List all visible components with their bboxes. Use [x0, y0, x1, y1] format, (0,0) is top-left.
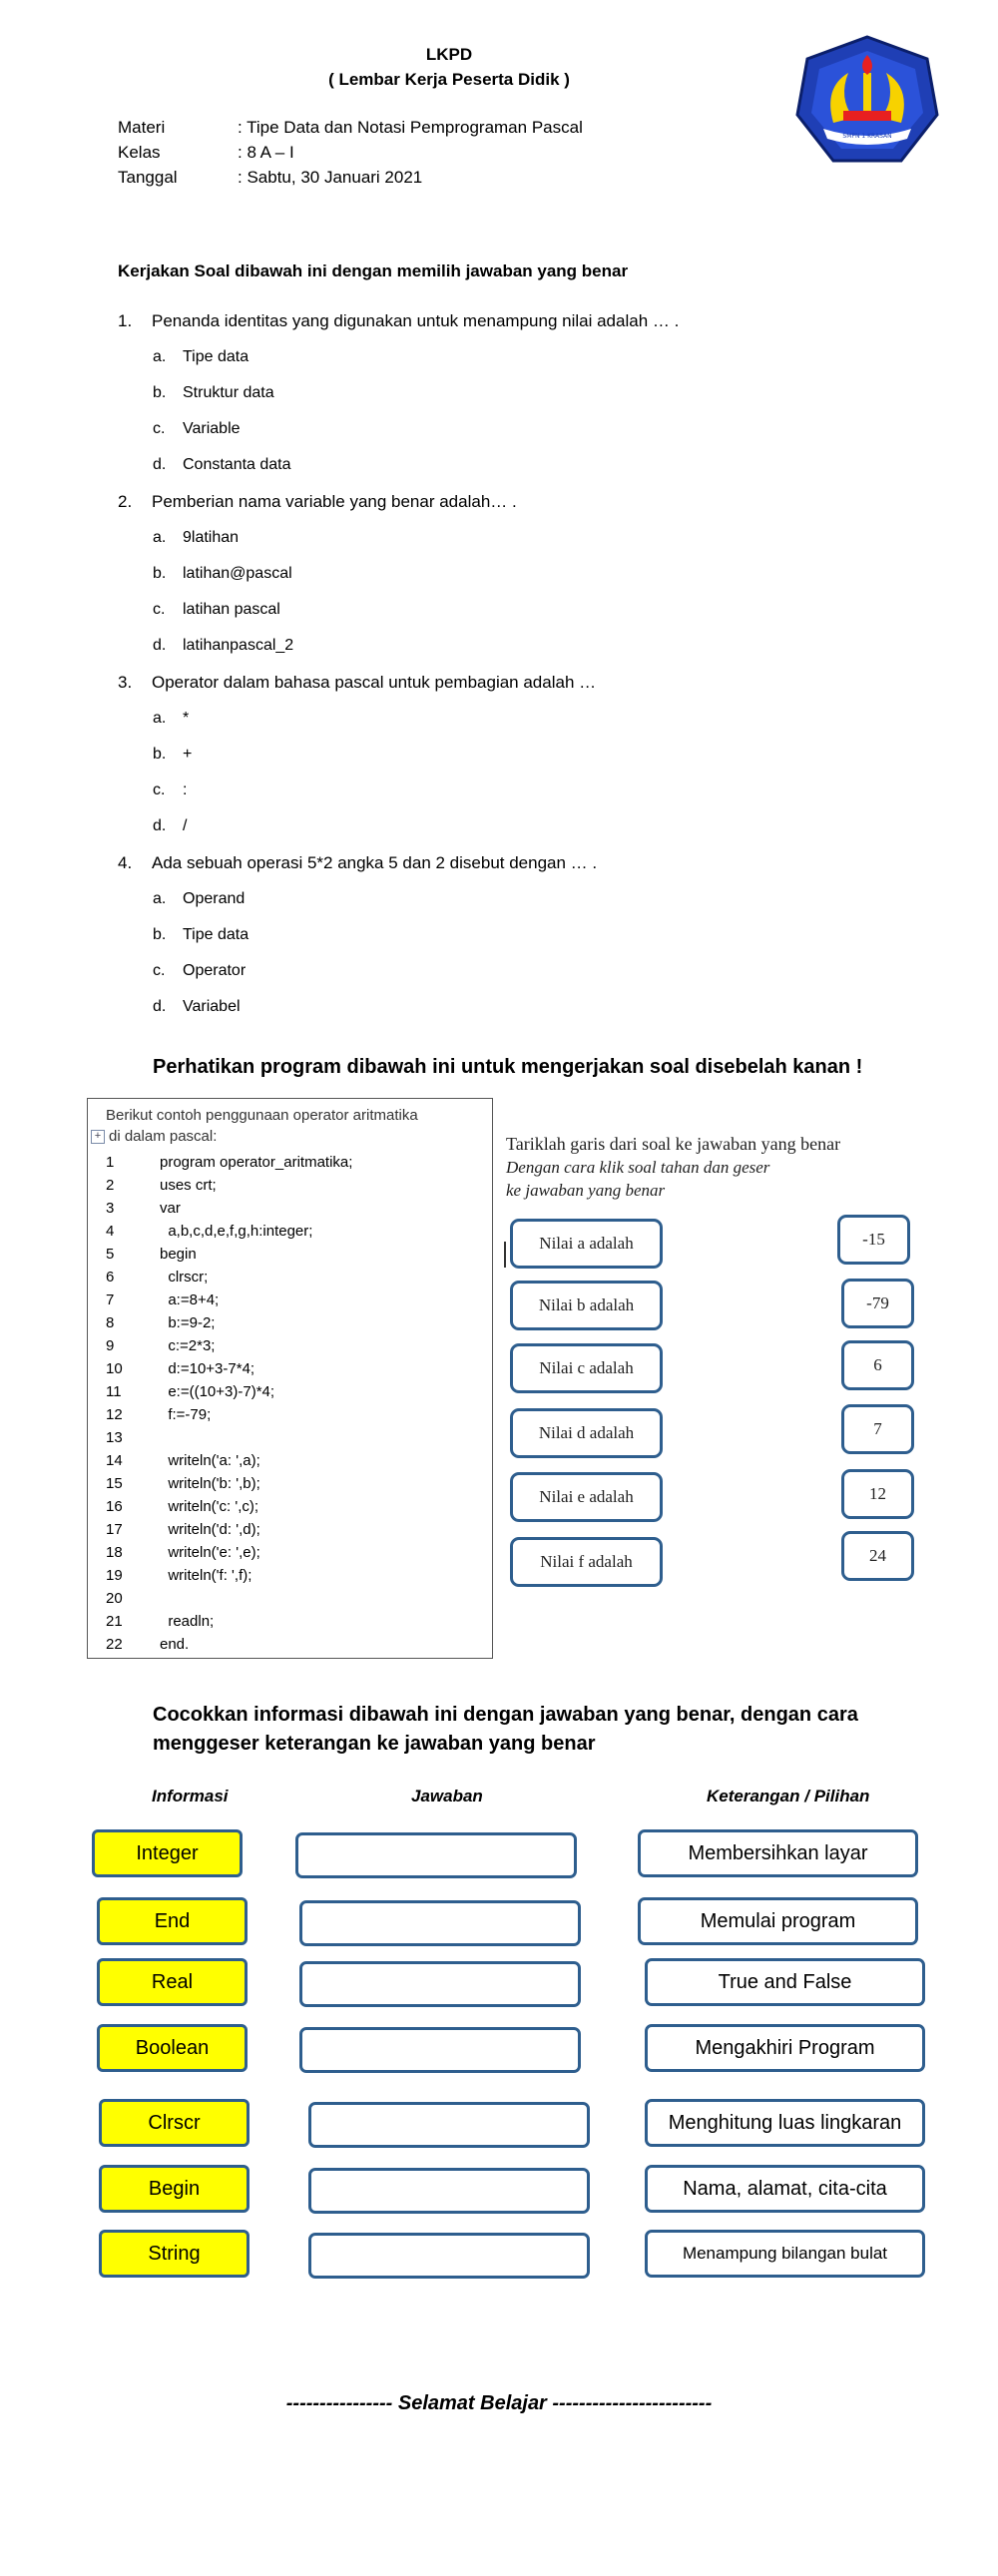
line-number: 2 — [106, 1177, 115, 1194]
code-line — [88, 1495, 487, 1518]
answer-drop-slot[interactable] — [308, 2233, 590, 2279]
code-line — [88, 1633, 487, 1656]
code-line — [88, 1334, 487, 1357]
answer-drop-slot[interactable] — [299, 1900, 581, 1946]
code-text: clrscr; — [160, 1269, 209, 1286]
line-number: 19 — [106, 1567, 123, 1584]
line-number: 15 — [106, 1475, 123, 1492]
match-answer[interactable]: -15 — [837, 1215, 910, 1265]
question-3: 3. Operator dalam bahasa pascal untuk pembagian adalah … — [118, 673, 597, 692]
code-line — [88, 1288, 487, 1311]
line-number: 20 — [106, 1590, 123, 1607]
meta-kelas: Kelas : 8 A – I — [118, 143, 294, 162]
expand-icon[interactable]: + — [91, 1130, 105, 1144]
option-2c[interactable]: c. latihan pascal — [153, 601, 280, 618]
code-text: begin — [160, 1246, 197, 1263]
match-answer[interactable]: 6 — [841, 1340, 914, 1390]
code-line — [88, 1174, 487, 1197]
line-number: 1 — [106, 1154, 115, 1171]
meta-materi: Materi : Tipe Data dan Notasi Pemprograman Pascal — [118, 118, 583, 137]
col-head-answer: Jawaban — [411, 1787, 483, 1805]
line-number: 11 — [106, 1383, 122, 1400]
line-number: 22 — [106, 1636, 123, 1653]
match-question[interactable]: Nilai e adalah — [510, 1472, 663, 1522]
line-number: 16 — [106, 1498, 123, 1515]
program-heading: Perhatikan program dibawah ini untuk mengerjakan soal disebelah kanan ! — [153, 1056, 863, 1078]
match-question[interactable]: Nilai f adalah — [510, 1537, 663, 1587]
line-number: 21 — [106, 1613, 123, 1630]
option-3a[interactable]: a. * — [153, 710, 190, 727]
line-number: 4 — [106, 1223, 115, 1240]
line-number: 7 — [106, 1291, 115, 1308]
option-chip[interactable]: Mengakhiri Program — [645, 2024, 925, 2072]
code-line — [88, 1403, 487, 1426]
code-text: c:=2*3; — [160, 1337, 216, 1354]
doc-title: LKPD — [425, 45, 473, 64]
option-chip[interactable]: True and False — [645, 1958, 925, 2006]
code-text: writeln('c: ',c); — [160, 1498, 259, 1515]
code-box — [87, 1098, 493, 1659]
option-chip[interactable]: Menghitung luas lingkaran — [645, 2099, 925, 2147]
match-answer[interactable]: 24 — [841, 1531, 914, 1581]
line-number: 18 — [106, 1544, 123, 1561]
text-cursor — [504, 1242, 506, 1268]
line-number: 13 — [106, 1429, 123, 1446]
code-text: a:=8+4; — [160, 1291, 220, 1308]
code-line — [88, 1311, 487, 1334]
info-chip[interactable]: Real — [97, 1958, 248, 2006]
answer-drop-slot[interactable] — [308, 2168, 590, 2214]
info-chip[interactable]: Boolean — [97, 2024, 248, 2072]
col-head-info: Informasi — [152, 1787, 229, 1805]
line-number: 10 — [106, 1360, 123, 1377]
match-answer[interactable]: -79 — [841, 1279, 914, 1328]
code-text: writeln('f: ',f); — [160, 1567, 252, 1584]
info-chip[interactable]: Begin — [99, 2165, 250, 2213]
line-number: 14 — [106, 1452, 123, 1469]
logo-text: SMPN 1 KRASAN — [842, 133, 892, 140]
option-chip[interactable]: Menampung bilangan bulat — [645, 2230, 925, 2278]
match-question[interactable]: Nilai c adalah — [510, 1343, 663, 1393]
code-line — [88, 1518, 487, 1541]
option-4b[interactable]: b. Tipe data — [153, 926, 250, 943]
code-line — [88, 1151, 487, 1174]
line-number: 8 — [106, 1314, 115, 1331]
line-number: 3 — [106, 1200, 115, 1217]
code-line — [88, 1564, 487, 1587]
option-1a[interactable]: a. Tipe data — [153, 348, 250, 365]
code-line — [88, 1197, 487, 1220]
option-3c[interactable]: c. : — [153, 781, 188, 798]
answer-drop-slot[interactable] — [295, 1832, 577, 1878]
match-question[interactable]: Nilai a adalah — [510, 1219, 663, 1269]
code-line — [88, 1243, 487, 1266]
school-logo — [793, 33, 941, 171]
code-text: program operator_aritmatika; — [160, 1154, 353, 1171]
code-text: writeln('a: ',a); — [160, 1452, 260, 1469]
option-1c[interactable]: c. Variable — [153, 420, 241, 437]
line-number: 6 — [106, 1269, 115, 1286]
code-line — [88, 1266, 487, 1288]
doc-subtitle: ( Lembar Kerja Peserta Didik ) — [328, 70, 570, 89]
code-intro-2: di dalam pascal: — [109, 1128, 218, 1145]
code-text: d:=10+3-7*4; — [160, 1360, 255, 1377]
match-answer[interactable]: 7 — [841, 1404, 914, 1454]
code-line — [88, 1220, 487, 1243]
option-4a[interactable]: a. Operand — [153, 890, 246, 907]
meta-tanggal: Tanggal : Sabtu, 30 Januari 2021 — [118, 168, 423, 187]
option-2b[interactable]: b. latihan@pascal — [153, 565, 292, 582]
code-text: writeln('d: ',d); — [160, 1521, 260, 1538]
code-text: writeln('e: ',e); — [160, 1544, 260, 1561]
code-text: e:=((10+3)-7)*4; — [160, 1383, 275, 1400]
info-chip[interactable]: String — [99, 2230, 250, 2278]
footer: ---------------- Selamat Belajar ------------------------ — [285, 2392, 713, 2414]
drag-heading-2: menggeser keterangan ke jawaban yang benar — [153, 1733, 596, 1755]
option-chip[interactable]: Nama, alamat, cita-cita — [645, 2165, 925, 2213]
code-line — [88, 1472, 487, 1495]
code-text: end. — [160, 1636, 190, 1653]
match-question[interactable]: Nilai d adalah — [510, 1408, 663, 1458]
answer-drop-slot[interactable] — [299, 2027, 581, 2073]
option-chip[interactable]: Memulai program — [638, 1897, 918, 1945]
match-answer[interactable]: 12 — [841, 1469, 914, 1519]
code-text: b:=9-2; — [160, 1314, 216, 1331]
code-intro-1: Berikut contoh penggunaan operator aritmatika — [106, 1107, 418, 1124]
code-line — [88, 1426, 487, 1449]
option-chip[interactable]: Membersihkan layar — [638, 1829, 918, 1877]
answer-drop-slot[interactable] — [299, 1961, 581, 2007]
info-chip[interactable]: Clrscr — [99, 2099, 250, 2147]
code-text: readln; — [160, 1613, 215, 1630]
drag-heading-1: Cocokkan informasi dibawah ini dengan jawaban yang benar, dengan cara — [153, 1704, 858, 1726]
answer-drop-slot[interactable] — [308, 2102, 590, 2148]
option-3d[interactable]: d. / — [153, 817, 188, 834]
info-chip[interactable]: Integer — [92, 1829, 243, 1877]
option-4c[interactable]: c. Operator — [153, 962, 247, 979]
code-line — [88, 1610, 487, 1633]
question-1: 1. Penanda identitas yang digunakan untuk menampung nilai adalah … . — [118, 311, 680, 330]
matching-hint-2: ke jawaban yang benar — [506, 1181, 666, 1200]
matching-title: Tariklah garis dari soal ke jawaban yang benar — [506, 1134, 841, 1154]
code-line — [88, 1380, 487, 1403]
code-text: writeln('b: ',b); — [160, 1475, 260, 1492]
option-1d[interactable]: d. Constanta data — [153, 456, 291, 473]
code-line — [88, 1449, 487, 1472]
option-4d[interactable]: d. Variabel — [153, 998, 241, 1015]
info-chip[interactable]: End — [97, 1897, 248, 1945]
match-question[interactable]: Nilai b adalah — [510, 1281, 663, 1330]
option-2d[interactable]: d. latihanpascal_2 — [153, 637, 294, 654]
option-3b[interactable]: b. + — [153, 746, 193, 763]
code-text: uses crt; — [160, 1177, 217, 1194]
question-2: 2. Pemberian nama variable yang benar adalah… . — [118, 492, 517, 511]
code-line — [88, 1587, 487, 1610]
code-text: f:=-79; — [160, 1406, 212, 1423]
line-number: 5 — [106, 1246, 115, 1263]
question-4: 4. Ada sebuah operasi 5*2 angka 5 dan 2 disebut dengan … . — [118, 853, 598, 872]
option-2a[interactable]: a. 9latihan — [153, 529, 240, 546]
line-number: 17 — [106, 1521, 123, 1538]
code-text: var — [160, 1200, 181, 1217]
instruction: Kerjakan Soal dibawah ini dengan memilih jawaban yang benar — [118, 261, 629, 280]
line-number: 9 — [106, 1337, 115, 1354]
col-head-options: Keterangan / Pilihan — [707, 1787, 870, 1805]
code-text: a,b,c,d,e,f,g,h:integer; — [160, 1223, 313, 1240]
line-number: 12 — [106, 1406, 123, 1423]
code-line — [88, 1357, 487, 1380]
code-line — [88, 1541, 487, 1564]
option-1b[interactable]: b. Struktur data — [153, 384, 274, 401]
matching-hint-1: Dengan cara klik soal tahan dan geser — [506, 1158, 770, 1177]
